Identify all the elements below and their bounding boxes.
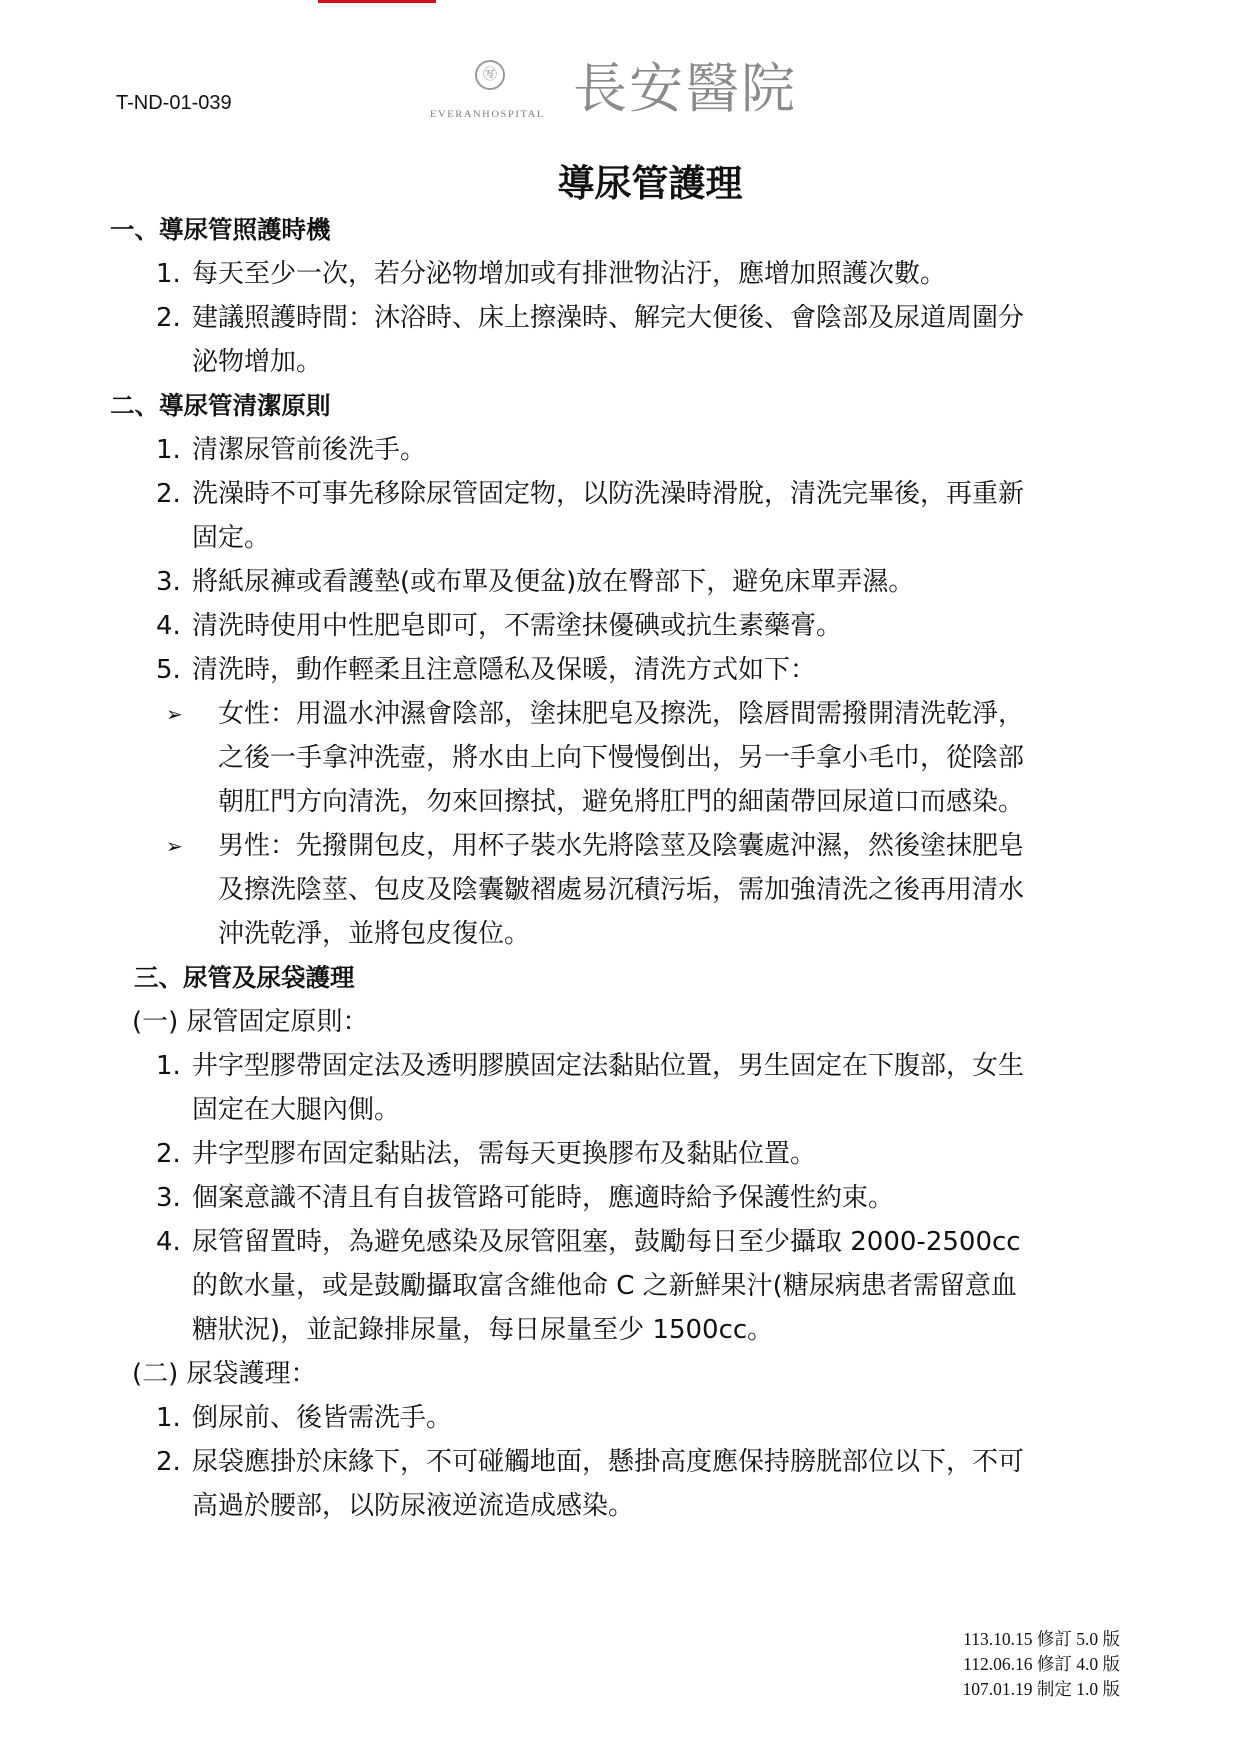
item-text: 井字型膠布固定黏貼法，需每天更換膠布及黏貼位置。 [192, 1139, 817, 1169]
list-item [0, 1440, 1241, 1528]
item-number: 1. [156, 259, 181, 289]
item-number: 2. [156, 1139, 181, 1169]
bullet-text: 男性：先撥開包皮，用杯子裝水先將陰莖及陰囊處沖濕，然後塗抹肥皂 [218, 831, 1025, 861]
item-text: 洗澡時不可事先移除尿管固定物，以防洗澡時滑脫，清洗完畢後，再重新 [192, 479, 1025, 509]
list-item [0, 604, 1241, 648]
logo-english-name: EVERANHOSPITAL [430, 109, 545, 120]
item-number: 1. [156, 1403, 181, 1433]
logo-chinese-name: 長安醫院 [573, 57, 797, 120]
arrow-bullet-icon: ➢ [166, 702, 183, 726]
list-item [0, 560, 1241, 604]
bullet-text: 女性：用溫水沖濕會陰部，塗抹肥皂及擦洗，陰唇間需撥開清洗乾淨， [218, 699, 1025, 729]
bullet-text-continued: 之後一手拿沖洗壺，將水由上向下慢慢倒出，另一手拿小毛巾，從陰部 [218, 743, 1025, 773]
item-text: 井字型膠帶固定法及透明膠膜固定法黏貼位置，男生固定在下腹部，女生 [192, 1051, 1025, 1081]
item-text-continued: 糖狀況)，並記錄排尿量，每日尿量至少 1500cc。 [192, 1315, 774, 1345]
revision-line: 107.01.19 制定 1.0 版 [962, 1679, 1120, 1699]
list-item [0, 296, 1241, 384]
item-number: 1. [156, 435, 181, 465]
hospital-emblem-icon: ㊢ [475, 60, 505, 90]
list-item [0, 1220, 1241, 1352]
item-text-continued: 泌物增加。 [192, 347, 323, 377]
item-text: 每天至少一次，若分泌物增加或有排泄物沾汙，應增加照護次數。 [192, 259, 947, 289]
top-red-mark [318, 0, 436, 3]
item-text: 尿管留置時，為避免感染及尿管阻塞，鼓勵每日至少攝取 2000-2500cc [192, 1227, 1021, 1257]
item-text: 個案意識不清且有自拔管路可能時，應適時給予保護性約束。 [192, 1183, 895, 1213]
subsection-label-2: (二) 尿袋護理： [132, 1359, 317, 1389]
item-number: 2. [156, 479, 181, 509]
item-text: 尿袋應掛於床緣下，不可碰觸地面，懸掛高度應保持膀胱部位以下，不可 [192, 1447, 1025, 1477]
item-number: 4. [156, 1227, 181, 1257]
list-item [0, 1176, 1241, 1220]
item-number: 4. [156, 611, 181, 641]
revision-line: 113.10.15 修訂 5.0 版 [963, 1629, 1120, 1649]
item-text: 清潔尿管前後洗手。 [192, 435, 427, 465]
list-item [0, 428, 1241, 472]
section-heading-3: 三、尿管及尿袋護理 [134, 963, 355, 992]
item-number: 3. [156, 567, 181, 597]
item-text-continued: 固定在大腿內側。 [192, 1095, 401, 1125]
item-text: 清洗時使用中性肥皂即可，不需塗抹優碘或抗生素藥膏。 [192, 611, 843, 641]
hospital-logo [430, 52, 840, 124]
bullet-text-continued: 沖洗乾淨，並將包皮復位。 [218, 919, 531, 949]
revision-line: 112.06.16 修訂 4.0 版 [963, 1654, 1120, 1674]
list-item [0, 1044, 1241, 1132]
item-text-continued: 高過於腰部，以防尿液逆流造成感染。 [192, 1491, 635, 1521]
bullet-item-male [0, 824, 1241, 956]
item-text: 將紙尿褲或看護墊(或布單及便盆)放在臀部下，避免床單弄濕。 [192, 567, 915, 597]
item-number: 1. [156, 1051, 181, 1081]
item-text: 建議照護時間：沐浴時、床上擦澡時、解完大便後、會陰部及尿道周圍分 [192, 303, 1025, 333]
item-number: 2. [156, 303, 181, 333]
document-code: T-ND-01-039 [116, 92, 232, 114]
item-number: 5. [156, 655, 181, 685]
document-body [0, 208, 1241, 1528]
section-heading-1: 一、導尿管照護時機 [110, 215, 331, 244]
list-item [0, 648, 1241, 692]
item-number: 3. [156, 1183, 181, 1213]
subsection-label-1: (一) 尿管固定原則： [132, 1007, 369, 1037]
arrow-bullet-icon: ➢ [166, 834, 183, 858]
item-text-continued: 的飲水量，或是鼓勵攝取富含維他命 C 之新鮮果汁(糖尿病患者需留意血 [192, 1271, 1017, 1301]
section-heading-2: 二、導尿管清潔原則 [110, 391, 331, 420]
list-item [0, 472, 1241, 560]
bullet-text-continued: 朝肛門方向清洗，勿來回擦拭，避免將肛門的細菌帶回尿道口而感染。 [218, 787, 1025, 817]
item-number: 2. [156, 1447, 181, 1477]
bullet-text-continued: 及擦洗陰莖、包皮及陰囊皺褶處易沉積污垢，需加強清洗之後再用清水 [218, 875, 1025, 905]
item-text: 清洗時，動作輕柔且注意隱私及保暖，清洗方式如下： [192, 655, 817, 685]
list-item [0, 1132, 1241, 1176]
item-text: 倒尿前、後皆需洗手。 [192, 1403, 453, 1433]
revision-history [880, 1627, 1120, 1702]
page-title: 導尿管護理 [557, 162, 743, 205]
bullet-item-female [0, 692, 1241, 824]
list-item [0, 1396, 1241, 1440]
item-text-continued: 固定。 [192, 523, 271, 553]
list-item [0, 252, 1241, 296]
